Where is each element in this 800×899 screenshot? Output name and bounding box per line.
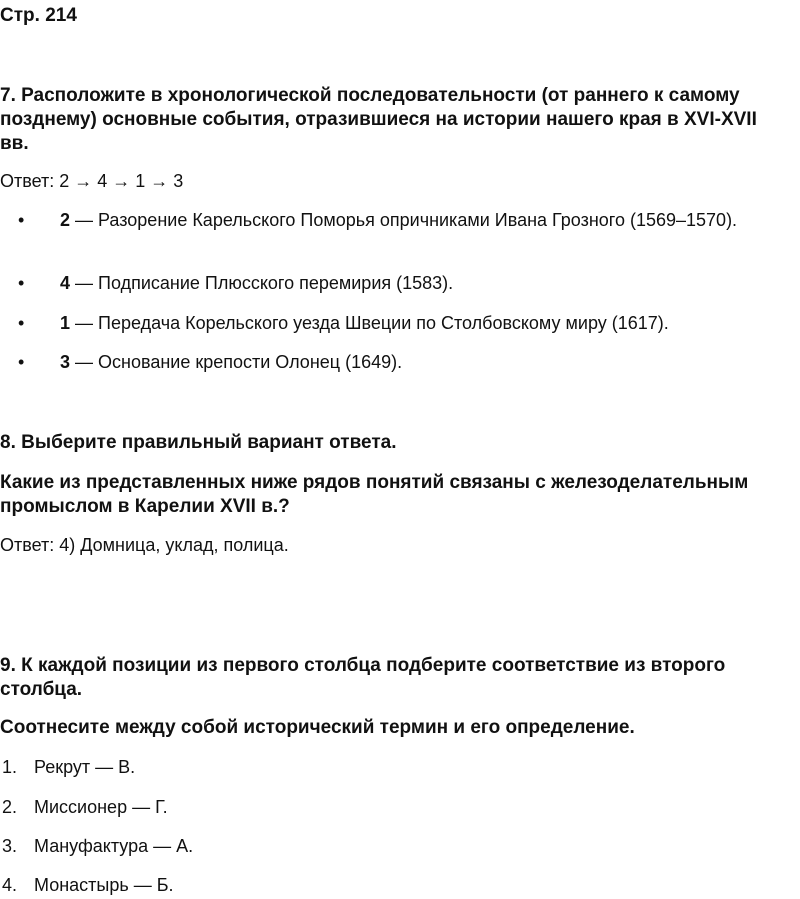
bullet-icon: •: [18, 313, 25, 333]
bullet-icon: •: [18, 352, 25, 372]
q9-item-num: 1.: [2, 757, 18, 777]
q9-item-text: Рекрут — В.: [34, 757, 136, 777]
q7-item: [0, 310, 800, 337]
q7-item-num: 4: [60, 273, 71, 293]
q7-item-text: — Передача Корельского уезда Швеции по Столбовскому миру (1617).: [70, 313, 669, 333]
q7-title: 7. Расположите в хронологической последовательности (от раннего к самому позднему) основные события, отразившиеся на истории нашего края в XVI-XVII вв.: [0, 85, 757, 154]
q8-title: 8. Выберите правильный вариант ответа.: [0, 432, 397, 453]
q9-item: [2, 794, 168, 821]
q9-title: 9. К каждой позиции из первого столбца подберите соответствие из второго столбца.: [0, 655, 726, 700]
q7-item-text: — Основание крепости Олонец (1649).: [70, 352, 403, 372]
page-label: Стр. 214: [0, 5, 77, 26]
bullet-icon: •: [18, 273, 25, 293]
q7-answer: Ответ: 2 → 4 → 1 → 3: [0, 171, 184, 191]
q9-item-num: 3.: [2, 836, 18, 856]
q9-item: [2, 872, 174, 899]
q7-item: [0, 270, 800, 297]
q8-answer: Ответ: 4) Домница, уклад, полица.: [0, 535, 289, 555]
q9-subtitle: Соотнесите между собой исторический термин и его определение.: [0, 717, 635, 738]
q7-item: [0, 349, 800, 376]
bullet-icon: •: [18, 210, 25, 230]
q9-item-text: Миссионер — Г.: [34, 797, 168, 817]
q9-item: [2, 833, 193, 860]
q7-item-num: 3: [60, 352, 71, 372]
q9-item-text: Мануфактура — А.: [34, 836, 194, 856]
q8-question: Какие из представленных ниже рядов понятий связаны с железоделательным промыслом в Карелии XVII в.?: [0, 472, 749, 517]
q9-item-text: Монастырь — Б.: [34, 875, 174, 895]
q7-item-text: — Подписание Плюсского перемирия (1583).: [70, 273, 454, 293]
q9-item-num: 2.: [2, 797, 18, 817]
q7-item: [0, 207, 800, 261]
q9-item: [2, 754, 135, 781]
q7-item-num: 2: [60, 210, 71, 230]
q9-item-num: 4.: [2, 875, 18, 895]
q7-item-num: 1: [60, 313, 71, 333]
q7-item-text: — Разорение Карельского Поморья опричниками Ивана Грозного (1569–1570).: [70, 210, 738, 230]
